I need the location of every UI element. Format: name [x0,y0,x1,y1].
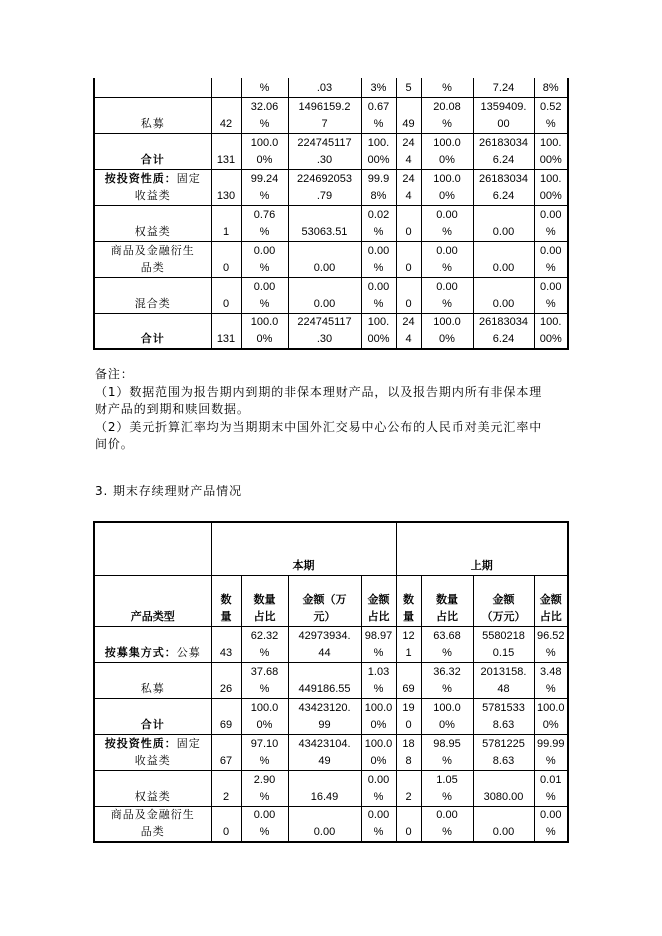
column-header: 金额（万 元） [288,575,361,626]
table-cell: 24 4 [396,133,421,169]
table-cell: 0 [396,806,421,842]
row-label [94,626,211,662]
table-cell: 130 [211,169,241,205]
table-cell: 0.00 % [534,806,568,842]
table-cell: 0 [396,241,421,277]
row-label [94,698,211,734]
table-cell: 0.00 % [241,277,288,313]
table-cell: 449186.55 [288,662,361,698]
table-cell: 0.00 [288,241,361,277]
table-cell: 2013158. 48 [473,662,534,698]
table-cell: 0.00 [288,277,361,313]
table-cell: 100.0 0% [241,313,288,349]
row-label-text: 固定 收益类 [134,737,201,767]
table-cell: 100.0 0% [534,698,568,734]
table-cell: 1496159.2 7 [288,97,361,133]
table-cell: % [421,78,473,97]
outstanding-products-table [93,521,569,843]
table-cell: 100.0 0% [361,698,396,734]
table-cell: 26183034 6.24 [473,169,534,205]
period-current-header: 本期 [211,522,396,575]
maturity-table [93,78,569,350]
row-label [94,78,211,97]
table-row [94,78,568,97]
table-cell: 224745117 .30 [288,313,361,349]
table-cell: 0 [396,205,421,241]
table-cell: 0.00 % [361,241,396,277]
table-cell: 0.00 % [534,277,568,313]
table-cell: 131 [211,313,241,349]
row-label [94,241,211,277]
note-line: 间价。 [95,437,134,451]
table-cell: 42973934. 44 [288,626,361,662]
table-cell: 3% [361,78,396,97]
table-cell: 100.0 0% [421,169,473,205]
table-cell: 24 4 [396,169,421,205]
table-cell: 0 [211,277,241,313]
table-cell: 16.49 [288,770,361,806]
table-cell: 100. 00% [361,133,396,169]
table-cell: 0.00 % [534,241,568,277]
table-cell: 100.0 0% [241,698,288,734]
table-cell: 63.68 % [421,626,473,662]
row-label-text: 固定 收益类 [134,172,201,202]
table-cell: 0.01 % [534,770,568,806]
table-cell: 0.00 % [361,770,396,806]
table-cell: 2 [396,770,421,806]
table-cell: 2.90 % [241,770,288,806]
row-label [94,277,211,313]
table-cell: 5 [396,78,421,97]
row-label-text: 商品及金融衍生 品类 [110,809,195,838]
table-cell [211,78,241,97]
table-row [94,169,568,205]
table-cell: 5781225 8.63 [473,734,534,770]
table-cell: 7.24 [473,78,534,97]
row-label-text: 私募 [140,682,165,695]
table-cell: 98.97 % [361,626,396,662]
table-row [94,734,568,770]
column-header: 数量 占比 [241,575,288,626]
row-label [94,313,211,349]
note-line: （2）美元折算汇率均为当期期末中国外汇交易中心公布的人民币对美元汇率中 [95,419,543,434]
table-row [94,626,568,662]
table-cell: 37.68 % [241,662,288,698]
row-label [94,662,211,698]
note-line: 财产品的到期和赎回数据。 [95,402,250,416]
table-cell: 18 8 [396,734,421,770]
table-cell: 69 [396,662,421,698]
row-label [94,806,211,842]
table-cell: 0.52 % [534,97,568,133]
table-cell: 5580218 0.15 [473,626,534,662]
column-header: 金额 占比 [361,575,396,626]
table-cell: 1 [211,205,241,241]
table-cell: 100. 00% [534,169,568,205]
table-cell: 0 [211,241,241,277]
table-cell: 0 [396,277,421,313]
row-label-text: 混合类 [134,297,171,310]
row-label-bold: 按投资性质： [104,172,177,185]
period-header-row [94,522,568,575]
row-label-bold: 按募集方式： [104,646,177,659]
table-cell: 0 [211,806,241,842]
table-cell: 100.0 0% [241,133,288,169]
row-label-text: 公募 [176,646,201,659]
row-label-text: 权益类 [134,225,171,238]
table-cell: 1359409. 00 [473,97,534,133]
row-label-bold: 合计 [140,333,165,345]
table-cell: 26183034 6.24 [473,133,534,169]
table-cell: 0.00 % [361,277,396,313]
table-row [94,313,568,349]
table-cell: 1.03 % [361,662,396,698]
table-cell: 32.06 % [241,97,288,133]
table-cell: 0.00 [473,241,534,277]
table-cell: 224745117 .30 [288,133,361,169]
table-cell: 99.24 % [241,169,288,205]
table-cell: 0.00 % [241,806,288,842]
table-cell: 131 [211,133,241,169]
table-cell: 0.00 [288,806,361,842]
period-previous-header: 上期 [396,522,568,575]
table-cell: 100.0 0% [421,313,473,349]
table-cell: 19 0 [396,698,421,734]
row-label-text: 权益类 [134,790,171,803]
row-label-bold: 按投资性质： [104,737,177,750]
table-cell: 224692053 .79 [288,169,361,205]
row-label-text: 商品及金融衍生 品类 [110,244,195,274]
table-cell: 99.9 8% [361,169,396,205]
table-cell: 0.00 [473,277,534,313]
notes [95,366,542,454]
table-row [94,97,568,133]
table-row [94,698,568,734]
table-cell: 36.32 % [421,662,473,698]
table-cell: 49 [396,97,421,133]
table-cell: 62.32 % [241,626,288,662]
table-row [94,806,568,842]
note-line: （1）数据范围为报告期内到期的非保本理财产品，以及报告期内所有非保本理 [95,384,543,399]
table-cell: 98.95 % [421,734,473,770]
table-cell: 0.02 % [361,205,396,241]
table-cell: 3.48 % [534,662,568,698]
notes-title: 备注： [95,367,134,381]
column-header: 产品类型 [94,575,211,626]
table-cell: 0.00 % [241,241,288,277]
table-row [94,277,568,313]
table-cell: 97.10 % [241,734,288,770]
table-cell: 0.00 [473,205,534,241]
row-label-bold: 合计 [140,153,165,166]
row-label [94,97,211,133]
table-cell: 26 [211,662,241,698]
section-heading: 3. 期末存续理财产品情况 [95,484,242,498]
table-row [94,662,568,698]
table-cell: 100. 00% [361,313,396,349]
table-cell: 5781533 8.63 [473,698,534,734]
table-cell: 43423120. 99 [288,698,361,734]
table-cell: 100.0 0% [361,734,396,770]
row-label [94,770,211,806]
table-cell: 100. 00% [534,313,568,349]
row-label [94,133,211,169]
table-cell: 42 [211,97,241,133]
row-label [94,734,211,770]
table-cell: 0.00 % [421,241,473,277]
table-cell: 0.76 % [241,205,288,241]
table-row [94,241,568,277]
empty-header-cell [94,522,211,575]
table-row [94,205,568,241]
column-header: 金额 （万元） [473,575,534,626]
table-cell: 43423104. 49 [288,734,361,770]
table-cell: 3080.00 [473,770,534,806]
table-cell: 67 [211,734,241,770]
table-cell: 0.00 % [421,806,473,842]
table-cell: 100. 00% [534,133,568,169]
table-cell: 12 1 [396,626,421,662]
table-cell: 100.0 0% [421,698,473,734]
table-cell: .03 [288,78,361,97]
table-cell: 0.67 % [361,97,396,133]
column-header: 金额 占比 [534,575,568,626]
row-label-bold: 合计 [140,718,165,731]
table-cell: % [241,78,288,97]
table-cell: 20.08 % [421,97,473,133]
table-row [94,770,568,806]
column-header-row [94,575,568,626]
table-cell: 1.05 % [421,770,473,806]
column-header: 数量 占比 [421,575,473,626]
table-cell: 24 4 [396,313,421,349]
column-header: 数 量 [211,575,241,626]
table-cell: 99.99 % [534,734,568,770]
table-cell: 53063.51 [288,205,361,241]
table-cell: 43 [211,626,241,662]
table-cell: 0.00 % [421,205,473,241]
table-cell: 8% [534,78,568,97]
row-label [94,205,211,241]
table-row [94,133,568,169]
column-header: 数 量 [396,575,421,626]
table-cell: 0.00 [473,806,534,842]
table-cell: 2 [211,770,241,806]
table-cell: 0.00 % [421,277,473,313]
table-cell: 69 [211,698,241,734]
table-cell: 100.0 0% [421,133,473,169]
table-cell: 96.52 % [534,626,568,662]
row-label-text: 私募 [140,117,165,130]
table-cell: 0.00 % [361,806,396,842]
table-cell: 0.00 % [534,205,568,241]
row-label [94,169,211,205]
table-cell: 26183034 6.24 [473,313,534,349]
